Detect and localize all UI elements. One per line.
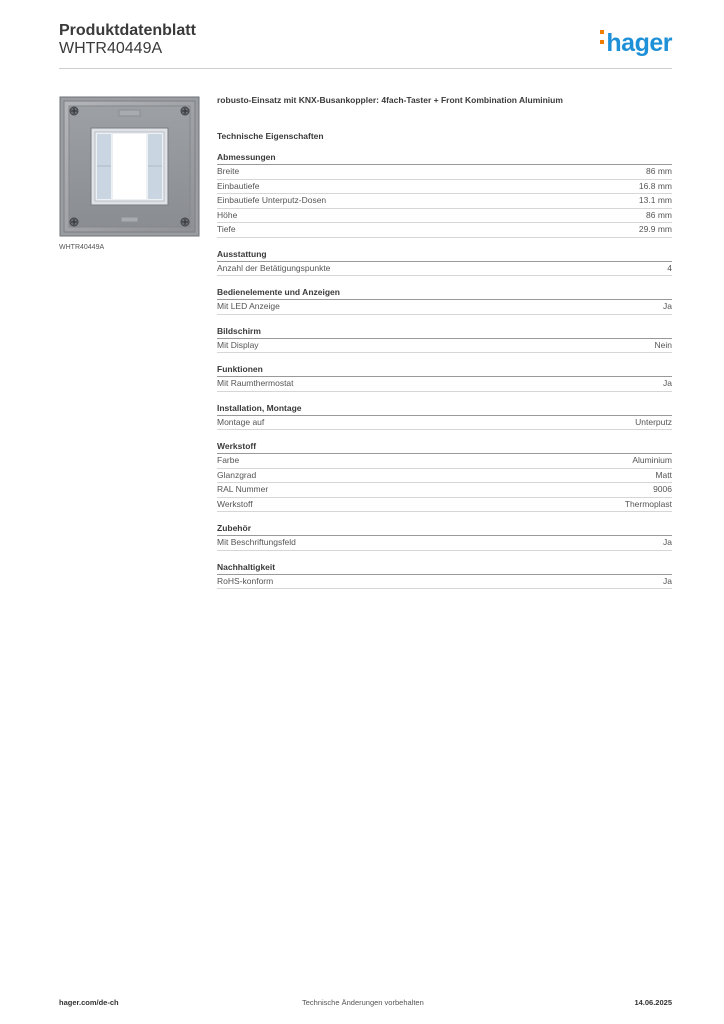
product-description: robusto-Einsatz mit KNX-Busankoppler: 4fach-Taster + Front Kombination Aluminium [217,95,563,105]
property-value: 13.1 mm [638,195,672,205]
footer-website[interactable]: hager.com/de-ch [59,998,119,1007]
property-label: Farbe [217,455,240,465]
property-label: RoHS-konform [217,575,274,586]
property-group [217,326,672,354]
property-value: 16.8 mm [638,180,672,191]
property-value: 29.9 mm [638,224,672,234]
property-label: Anzahl der Betätigungspunkte [217,262,331,273]
logo-text: hager [606,29,672,57]
property-label: RAL Nummer [217,484,269,494]
property-label: Höhe [217,209,238,220]
group-title: Bedienelemente und Anzeigen [217,287,672,300]
property-value: Aluminium [632,455,672,465]
property-row [217,262,672,277]
property-value: 86 mm [646,209,672,220]
product-image [59,96,200,237]
property-row [217,498,672,513]
property-row [217,377,672,392]
property-row [217,536,672,551]
property-group [217,403,672,431]
logo-colon-icon [600,26,606,50]
properties-list [217,152,672,589]
property-row [217,483,672,498]
property-row [217,180,672,195]
property-row [217,454,672,469]
property-value: Thermoplast [624,498,672,509]
group-title: Werkstoff [217,441,672,454]
property-value: Ja [663,575,672,586]
property-label: Mit Raumthermostat [217,378,294,388]
property-row [217,339,672,354]
property-row [217,575,672,590]
property-value: Ja [663,378,672,388]
group-title: Ausstattung [217,249,672,262]
property-group [217,441,672,512]
property-value: Matt [655,469,672,480]
property-row [217,194,672,209]
section-title: Technische Eigenschaften [217,131,324,141]
product-details [217,95,672,589]
header-divider [59,68,672,69]
group-title: Funktionen [217,364,672,377]
group-title: Installation, Montage [217,403,672,416]
property-label: Einbautiefe Unterputz-Dosen [217,195,327,205]
property-label: Glanzgrad [217,469,257,480]
property-row [217,300,672,315]
property-label: Werkstoff [217,498,253,509]
hager-logo [600,27,672,58]
property-group [217,287,672,315]
page-header [59,20,672,70]
property-value: 4 [667,262,672,273]
property-row [217,209,672,224]
property-label: Breite [217,166,240,176]
property-value: Ja [663,301,672,311]
property-value: Nein [654,339,672,350]
property-label: Tiefe [217,224,236,234]
document-title: Produktdatenblatt [59,22,196,39]
property-group [217,152,672,238]
property-value: Unterputz [635,416,672,427]
switch-product-image [59,96,200,237]
property-row [217,416,672,431]
article-number: WHTR40449A [59,40,163,57]
group-title: Nachhaltigkeit [217,562,672,575]
property-row [217,469,672,484]
property-value: 9006 [653,484,672,494]
property-row [217,223,672,238]
property-row [217,165,672,180]
property-label: Montage auf [217,416,265,427]
property-value: Ja [663,537,672,547]
property-group [217,249,672,277]
footer-notice: Technische Änderungen vorbehalten [302,998,424,1007]
property-label: Mit Display [217,339,259,350]
group-title: Zubehör [217,523,672,536]
property-group [217,562,672,590]
group-title: Abmessungen [217,152,672,165]
property-value: 86 mm [646,166,672,176]
property-group [217,523,672,551]
property-label: Mit LED Anzeige [217,301,280,311]
property-group [217,364,672,392]
image-caption: WHTR40449A [59,244,105,251]
footer-date: 14.06.2025 [634,998,672,1007]
property-label: Mit Beschriftungsfeld [217,537,296,547]
property-label: Einbautiefe [217,180,260,191]
group-title: Bildschirm [217,326,672,339]
